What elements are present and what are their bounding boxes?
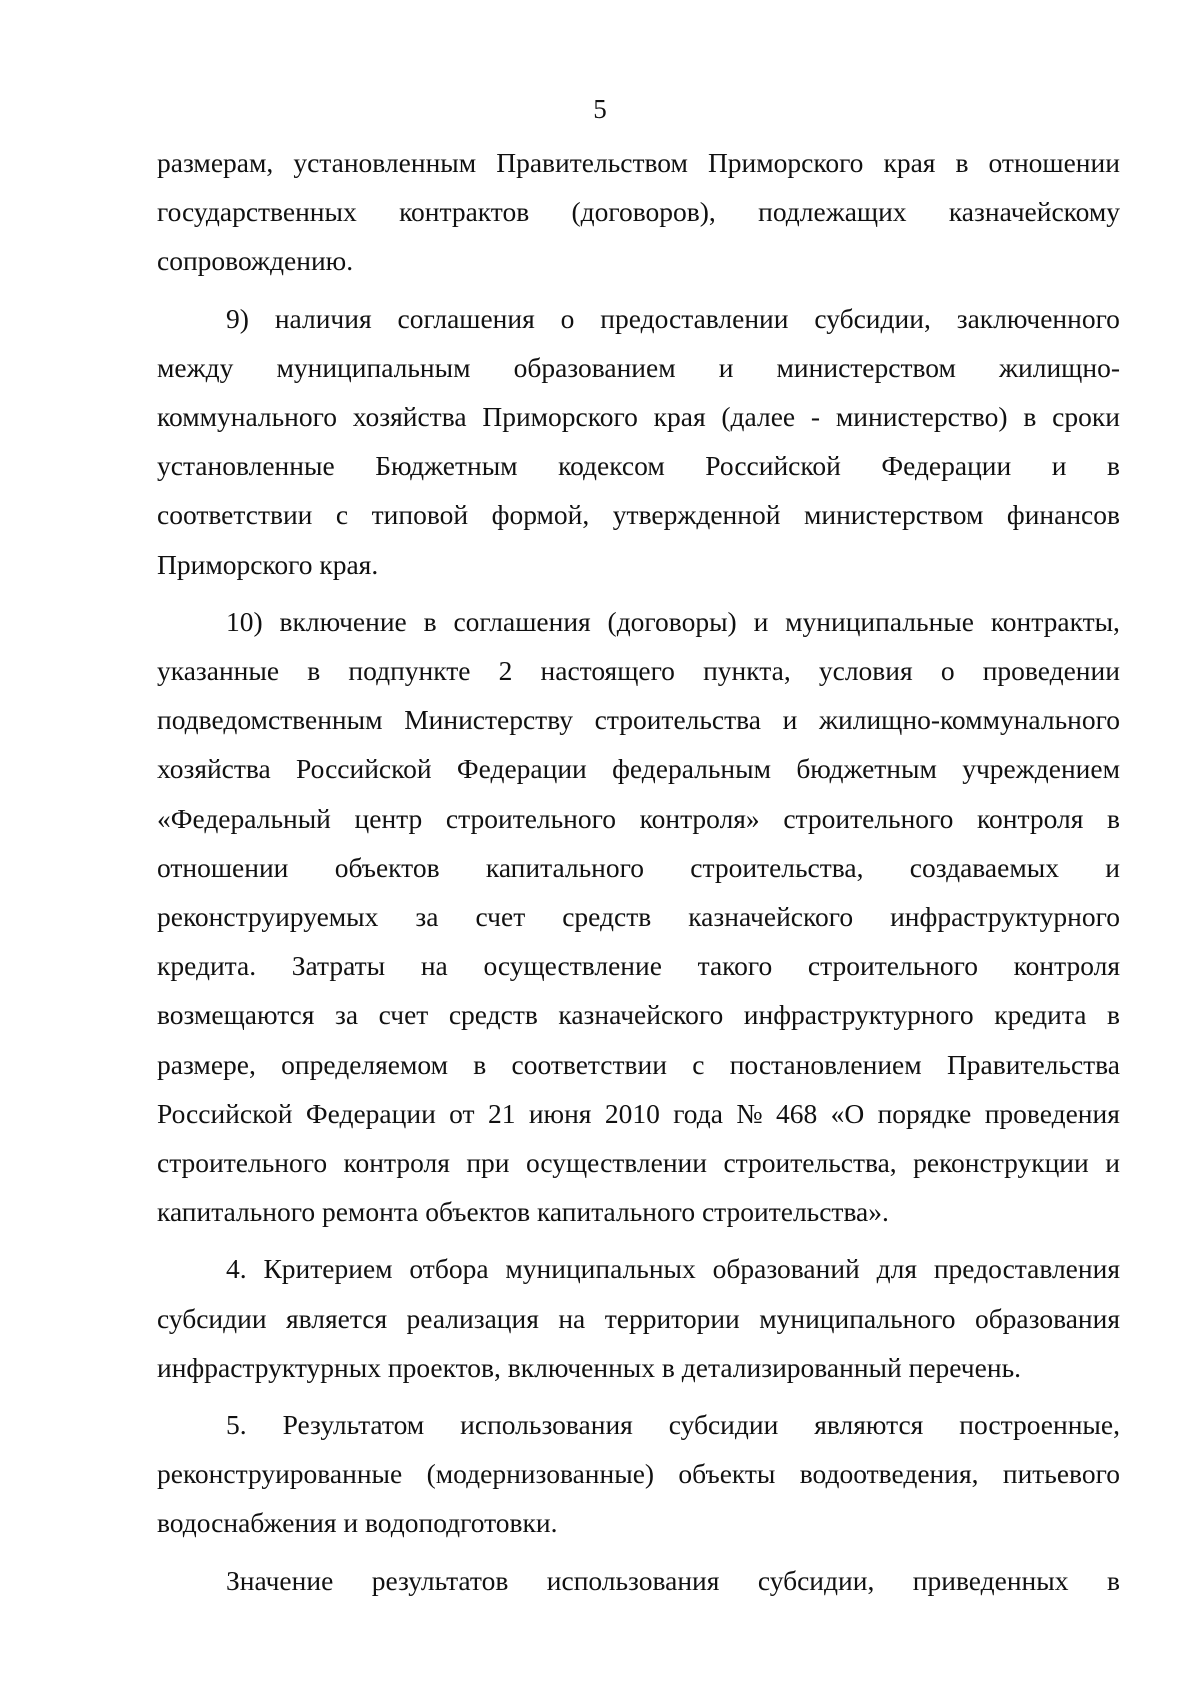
text-line: подведомственным Министерству строительства и жилищно-коммунального	[157, 704, 1120, 736]
text-line: 5. Результатом использования субсидии являются построенные,	[226, 1409, 1120, 1441]
text-line: Значение результатов использования субсидии, приведенных в	[226, 1564, 1120, 1596]
text-line: субсидии является реализация на территории муниципального образования	[157, 1302, 1120, 1334]
document-body	[157, 138, 1120, 1613]
text-line: возмещаются за счет средств казначейского инфраструктурного кредита в	[157, 999, 1120, 1031]
text-line: между муниципальным образованием и министерством жилищно-	[157, 351, 1120, 383]
text-line: 10) включение в соглашения (договоры) и муниципальные контракты,	[226, 605, 1120, 637]
text-line: водоснабжения и водоподготовки.	[157, 1507, 558, 1539]
text-line: кредита. Затраты на осуществление такого строительного контроля	[157, 950, 1120, 982]
text-line: «Федеральный центр строительного контроля» строительного контроля в	[157, 802, 1120, 834]
text-line: размерам, установленным Правительством Приморского края в отношении	[157, 147, 1120, 178]
paragraph	[157, 138, 1120, 286]
text-line: размере, определяемом в соответствии с постановлением Правительства	[157, 1048, 1120, 1080]
text-line: капитального ремонта объектов капитального строительства».	[157, 1196, 889, 1228]
text-line: инфраструктурных проектов, включенных в детализированный перечень.	[157, 1351, 1021, 1383]
text-line: Российской Федерации от 21 июня 2010 года № 468 «О порядке проведения	[157, 1097, 1120, 1129]
text-line: установленные Бюджетным кодексом Российской Федерации и в	[157, 450, 1120, 482]
text-line: реконструированные (модернизованные) объекты водоотведения, питьевого	[157, 1458, 1120, 1490]
text-line: 9) наличия соглашения о предоставлении субсидии, заключенного	[226, 302, 1120, 334]
text-line: отношении объектов капитального строительства, создаваемых и	[157, 851, 1120, 883]
paragraph	[157, 1400, 1120, 1548]
page-number: 5	[593, 94, 607, 124]
paragraph	[157, 1556, 1120, 1605]
text-line: 4. Критерием отбора муниципальных образований для предоставления	[226, 1253, 1120, 1285]
paragraph	[157, 294, 1120, 589]
paragraph	[157, 1244, 1120, 1392]
text-line: коммунального хозяйства Приморского края (далее - министерство) в сроки	[157, 401, 1120, 433]
text-line: соответствии с типовой формой, утвержденной министерством финансов	[157, 499, 1120, 531]
text-line: сопровождению.	[157, 245, 354, 277]
text-line: государственных контрактов (договоров), подлежащих казначейскому	[157, 196, 1120, 228]
text-line: указанные в подпункте 2 настоящего пункта, условия о проведении	[157, 655, 1120, 687]
text-line: реконструируемых за счет средств казначейского инфраструктурного	[157, 901, 1120, 933]
paragraph	[157, 597, 1120, 1237]
text-line: строительного контроля при осуществлении строительства, реконструкции и	[157, 1147, 1120, 1179]
text-line: хозяйства Российской Федерации федеральным бюджетным учреждением	[157, 753, 1120, 785]
text-line: Приморского края.	[157, 548, 379, 580]
